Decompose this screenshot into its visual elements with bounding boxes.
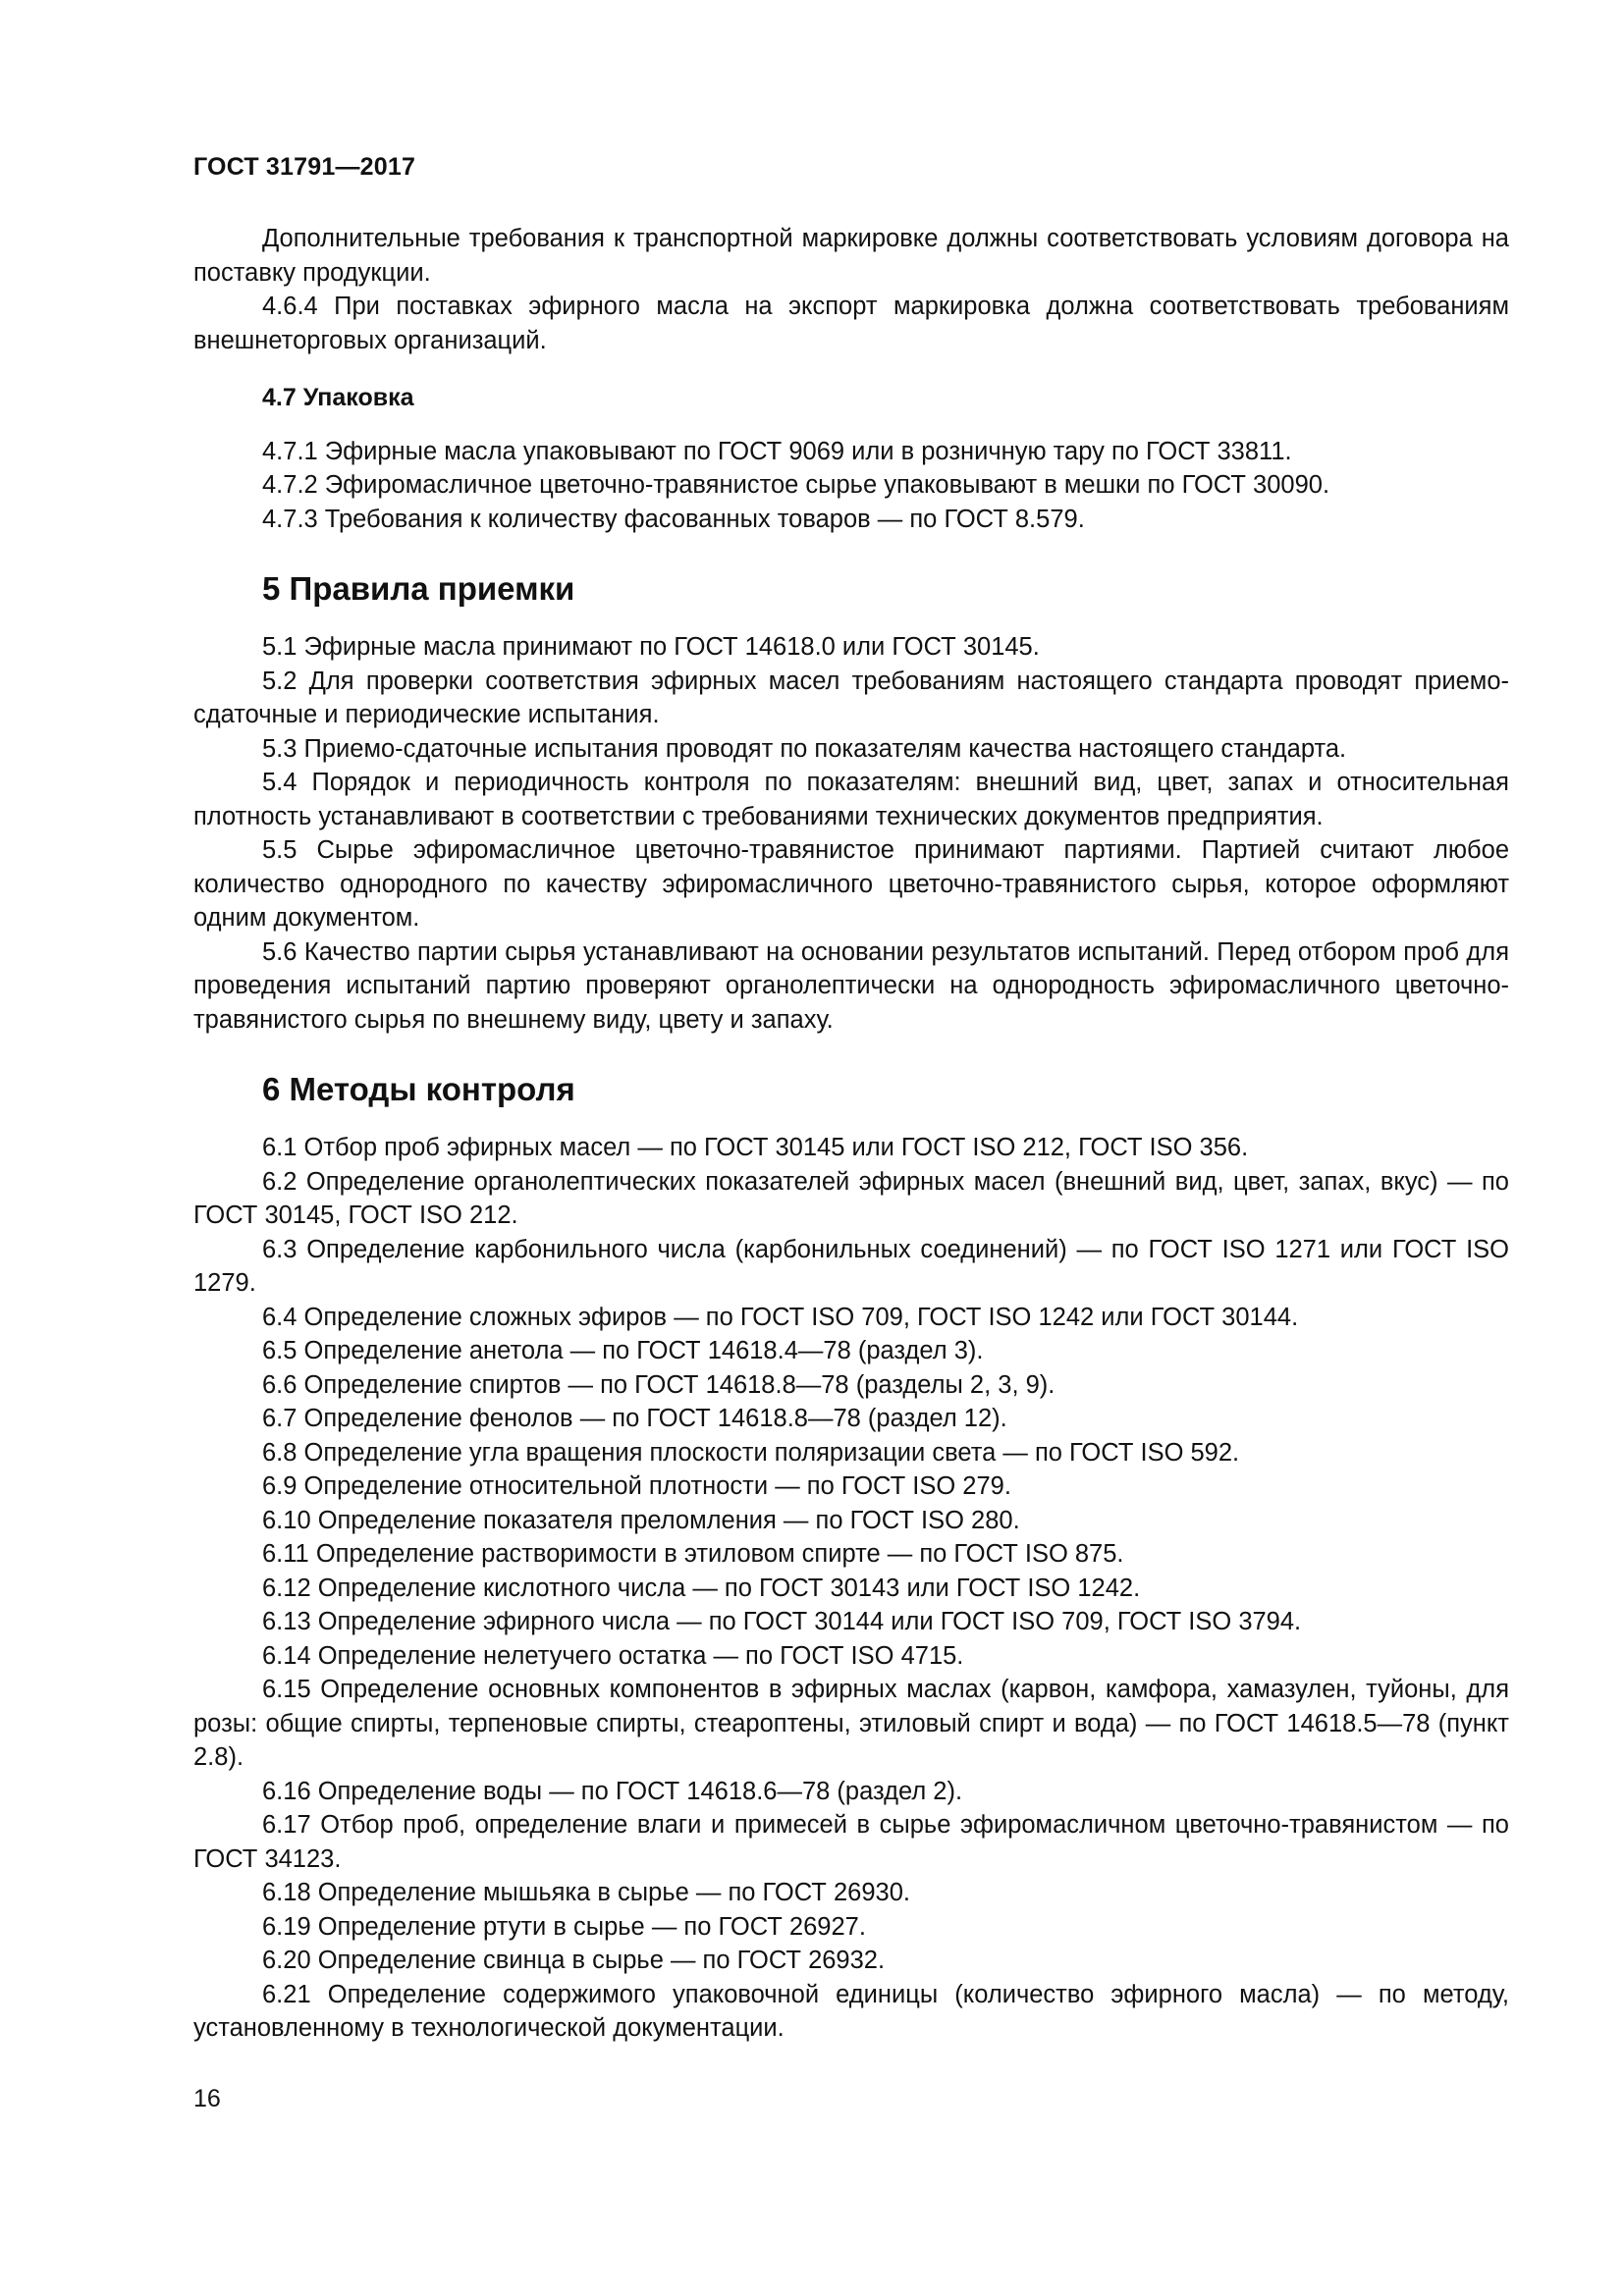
paragraph: 6.10 Определение показателя преломления — по ГОСТ ISO 280. (262, 1506, 1020, 1534)
paragraph: 5.1 Эфирные масла принимают по ГОСТ 14618.0 или ГОСТ 30145. (262, 633, 1040, 661)
paragraph: 6.9 Определение относительной плотности — по ГОСТ ISO 279. (262, 1472, 1011, 1500)
paragraph: 6.14 Определение нелетучего остатка — по ГОСТ ISO 4715. (262, 1641, 964, 1670)
paragraph: 6.19 Определение ртути в сырье — по ГОСТ 26927. (262, 1912, 866, 1941)
paragraph: 6.16 Определение воды — по ГОСТ 14618.6—78 (раздел 2). (262, 1777, 963, 1805)
paragraph: 6.6 Определение спиртов — по ГОСТ 14618.8—78 (разделы 2, 3, 9). (262, 1370, 1056, 1399)
document-body (193, 222, 1509, 2046)
paragraph: 4.7.3 Требования к количеству фасованных товаров — по ГОСТ 8.579. (262, 505, 1085, 533)
paragraph: 5.4 Порядок и периодичность контроля по показателям: внешний вид, цвет, запах и относительная плотность устанавливают в соответствии с требованиями технических документов предприятия. (193, 769, 1509, 830)
paragraph: 6.20 Определение свинца в сырье — по ГОСТ 26932. (262, 1947, 886, 1974)
paragraph: 6.13 Определение эфирного числа — по ГОСТ 30144 или ГОСТ ISO 709, ГОСТ ISO 3794. (262, 1608, 1302, 1635)
paragraph: 6.21 Определение содержимого упаковочной единицы (количество эфирного масла) — по методу, установленному в технологической документации. (193, 1980, 1509, 2042)
paragraph: 5.5 Сырье эфиромасличное цветочно-травянистое принимают партиями. Партией считают любое количество однородного по качеству эфиромасличного цветочно-травянистого сырья, которое оформляют одним документом. (193, 836, 1509, 932)
paragraph: 6.4 Определение сложных эфиров — по ГОСТ ISO 709, ГОСТ ISO 1242 или ГОСТ 30144. (262, 1303, 1299, 1331)
subsection-title: 4.7 Упаковка (262, 384, 414, 411)
paragraph: 6.11 Определение растворимости в этиловом спирте — по ГОСТ ISO 875. (262, 1540, 1124, 1568)
paragraph: 6.2 Определение органолептических показателей эфирных масел (внешний вид, цвет, запах, вкус) — по ГОСТ 30145, ГОСТ ISO 212. (193, 1167, 1509, 1229)
paragraph: 4.7.1 Эфирные масла упаковывают по ГОСТ 9069 или в розничную тару по ГОСТ 33811. (262, 437, 1292, 465)
paragraph: 6.5 Определение анетола — по ГОСТ 14618.4—78 (раздел 3). (262, 1337, 984, 1364)
paragraph: 6.3 Определение карбонильного числа (карбонильных соединений) — по ГОСТ ISO 1271 или ГОСТ ISO 1279. (193, 1235, 1509, 1297)
paragraph: 6.12 Определение кислотного числа — по ГОСТ 30143 или ГОСТ ISO 1242. (262, 1574, 1141, 1602)
paragraph: 5.2 Для проверки соответствия эфирных масел требованиям настоящего стандарта проводят приемо-сдаточные и периодические испытания. (193, 667, 1509, 728)
paragraph: 5.6 Качество партии сырья устанавливают на основании результатов испытаний. Перед отбором проб для проведения испытаний партию проверяют органолептически на однородность эфиромасличного цветочно-травянистого сырья по внешнему виду, цвету и запаху. (193, 937, 1509, 1034)
paragraph: 6.1 Отбор проб эфирных масел — по ГОСТ 30145 или ГОСТ ISO 212, ГОСТ ISO 356. (262, 1134, 1249, 1161)
document-header: ГОСТ 31791—2017 (193, 153, 416, 181)
paragraph: 6.18 Определение мышьяка в сырье — по ГОСТ 26930. (262, 1879, 910, 1906)
paragraph: 4.6.4 При поставках эфирного масла на экспорт маркировка должна соответствовать требованиям внешнеторговых организаций. (193, 293, 1509, 354)
paragraph: 4.7.2 Эфиромасличное цветочно-травянистое сырье упаковывают в мешки по ГОСТ 30090. (262, 471, 1330, 499)
paragraph: 6.17 Отбор проб, определение влаги и примесей в сырье эфиромасличном цветочно-травянистом — по ГОСТ 34123. (193, 1811, 1509, 1873)
page-number: 16 (193, 2085, 221, 2112)
paragraph: 6.15 Определение основных компонентов в эфирных маслах (карвон, камфора, хамазулен, туйоны, для розы: общие спирты, терпеновые спирты, стеароптены, этиловый спирт и вода) — по ГОСТ 14618.5—78 (пункт 2.8). (193, 1676, 1509, 1771)
section-title: 5 Правила приемки (262, 570, 575, 607)
paragraph: 6.8 Определение угла вращения плоскости поляризации света — по ГОСТ ISO 592. (262, 1438, 1240, 1467)
section-title: 6 Методы контроля (262, 1071, 575, 1107)
paragraph: Дополнительные требования к транспортной маркировке должны соответствовать условиям договора на поставку продукции. (193, 225, 1509, 287)
paragraph: 6.7 Определение фенолов — по ГОСТ 14618.8—78 (раздел 12). (262, 1405, 1007, 1432)
paragraph: 5.3 Приемо-сдаточные испытания проводят по показателям качества настоящего стандарта. (262, 734, 1347, 763)
